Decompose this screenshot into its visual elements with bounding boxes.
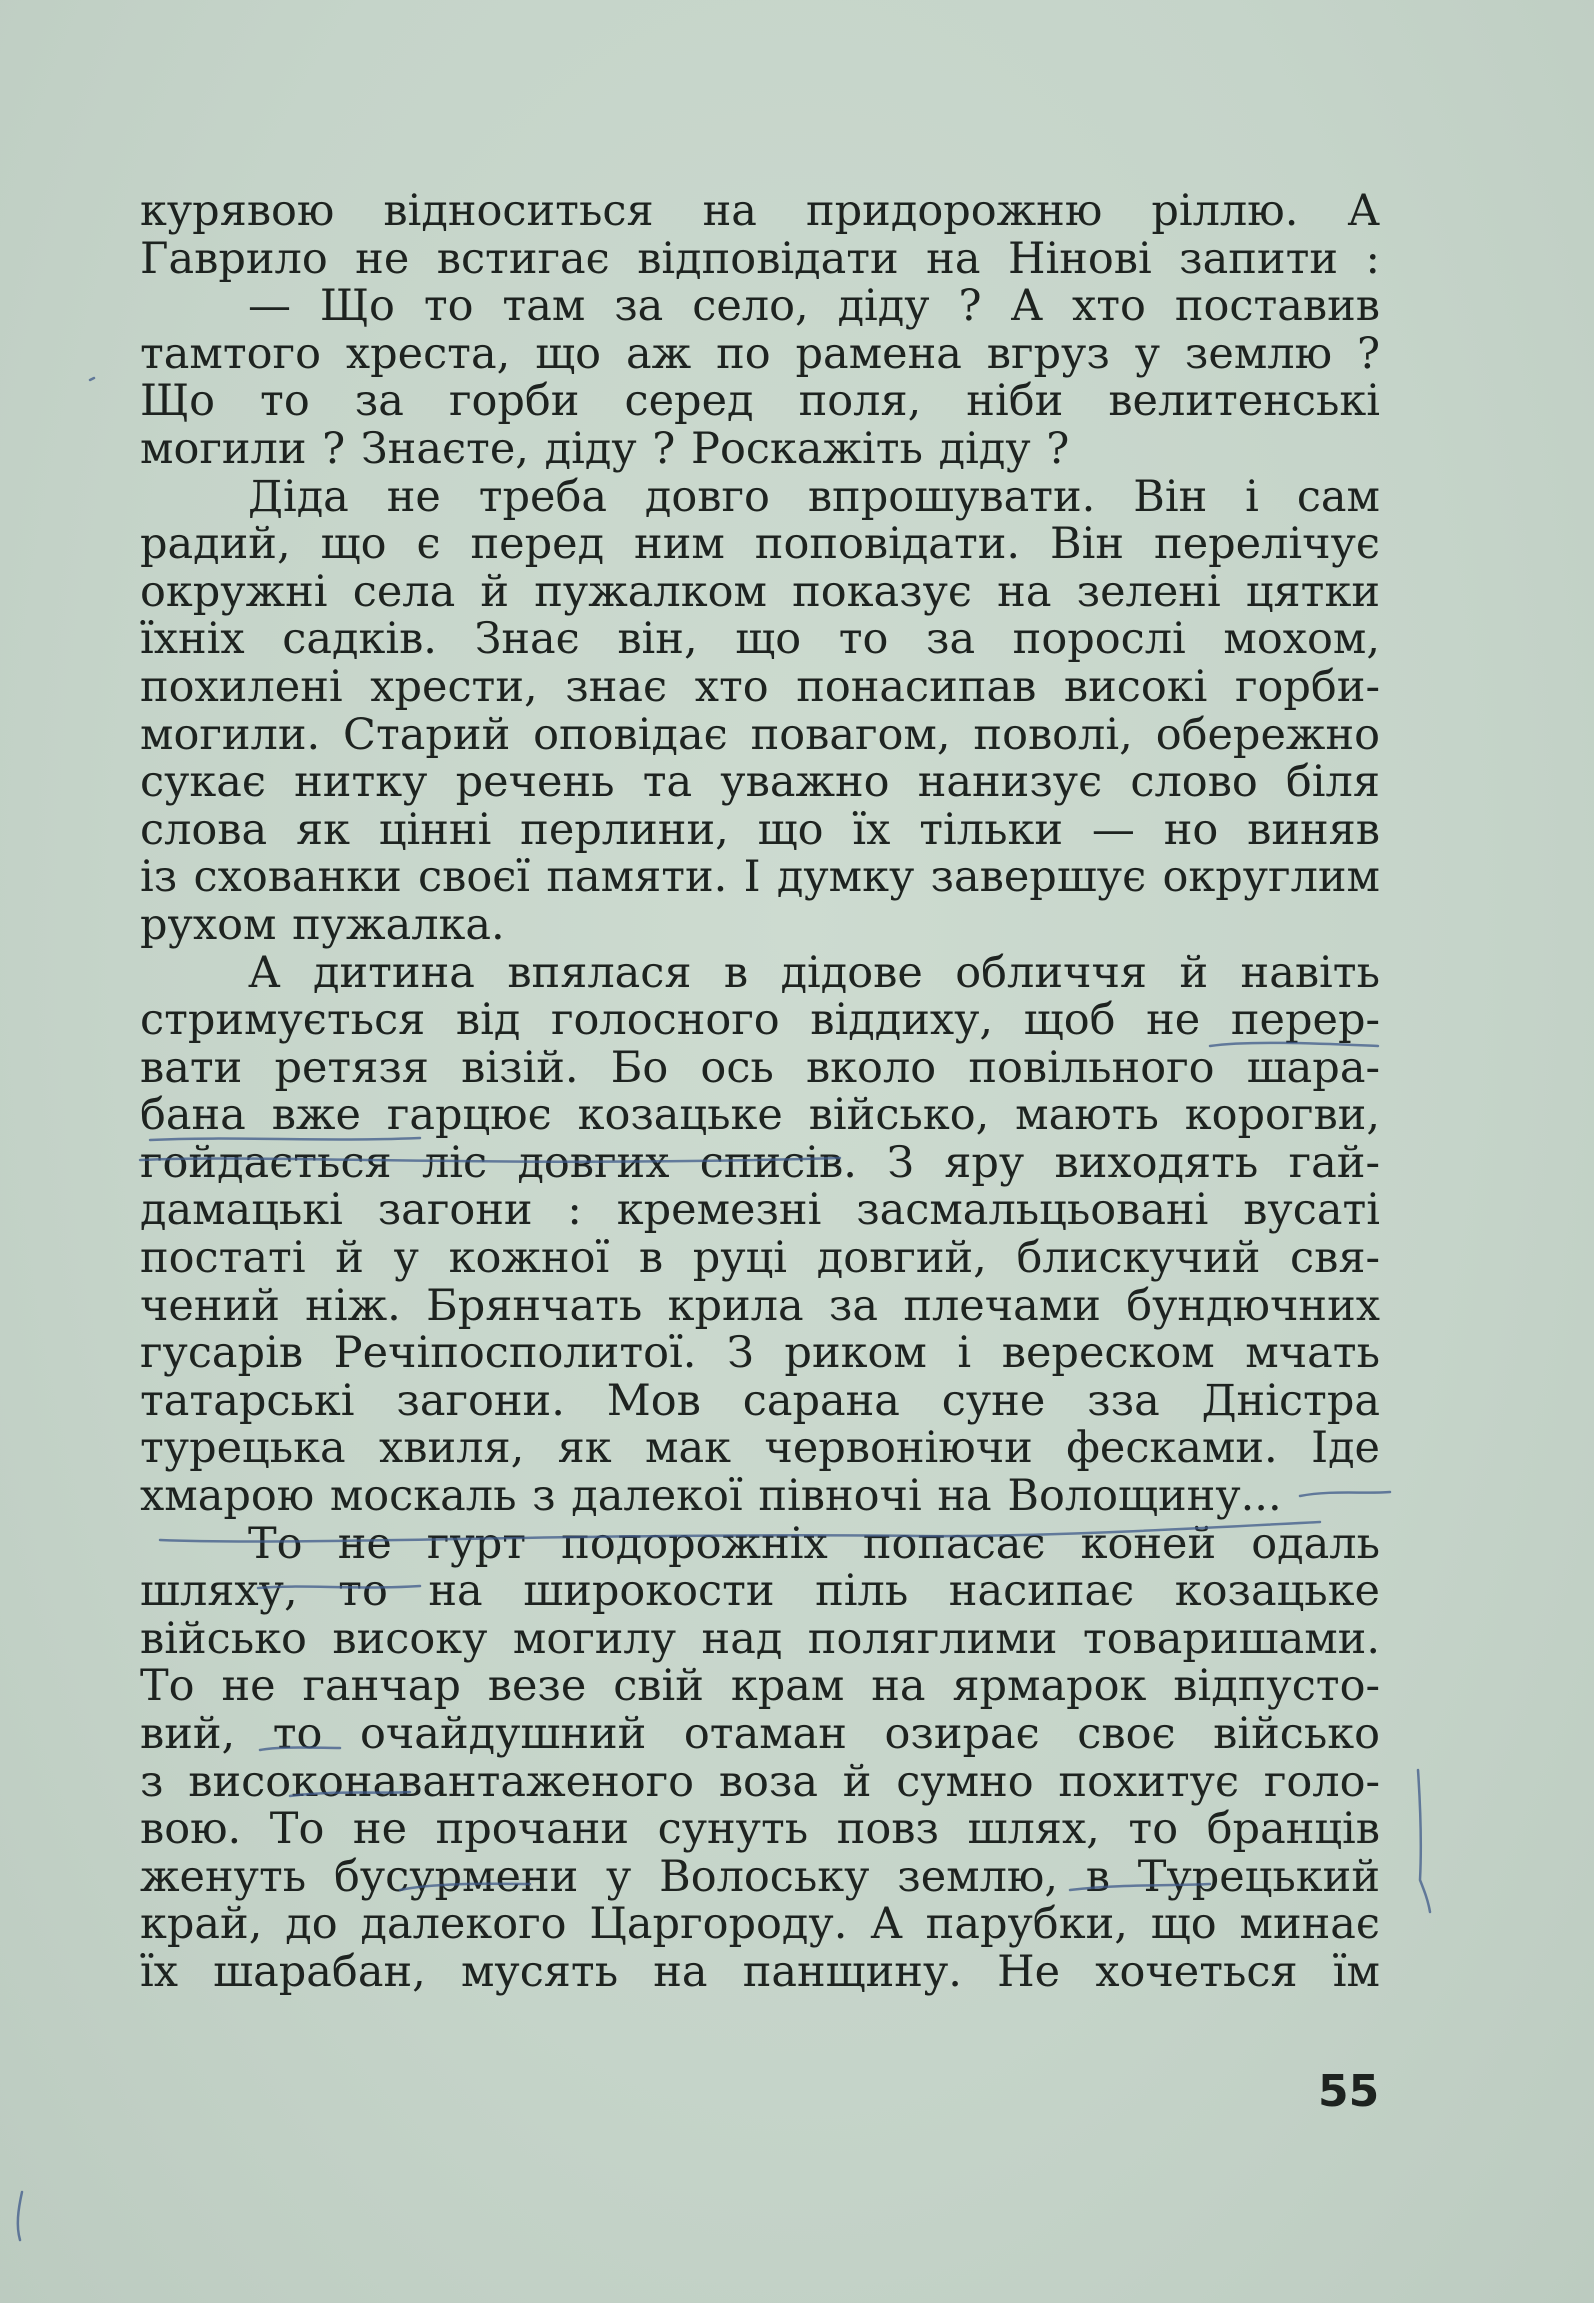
text-line: женуть бусурмени у Волоську землю, в Турецький [140,1851,1380,1902]
text-line: край, до далекого Царгороду. А парубки, що минає [140,1899,1380,1950]
page-number: 55 [1318,2066,1380,2117]
pencil-mark [90,378,94,380]
text-line: могили ? Знаєте, діду ? Роскажіть діду ? [140,423,1070,474]
text-line: похилені хрести, знає хто понасипав високі горби- [140,661,1380,712]
text-line: гойдається ліс довгих списів. З яру виходять гай- [140,1137,1380,1188]
text-line: вий, то очайдушний отаман озирає своє військо [140,1709,1380,1759]
text-line: Що то за горби серед поля, ніби велитенські [140,376,1380,427]
text-line: А дитина впялася в дідове обличчя й навіть [248,947,1380,998]
text-line: татарські загони. Мов сарана суне зза Дністра [140,1375,1380,1426]
text-line: бана вже гарцює козацьке військо, мають корогви, [140,1090,1380,1141]
pencil-margin-mark [1418,1770,1430,1912]
pencil-mark [18,2192,22,2240]
text-line: вати ретязя візій. Бо ось вколо повільного шара- [140,1042,1380,1093]
text-line: їхніх садків. Знає він, що то за порослі мохом, [140,614,1380,665]
text-line: дамацькі загони : кремезні засмальцьовані вусаті [140,1185,1380,1236]
text-line: військо високу могилу над поляглими товаришами. [140,1613,1380,1664]
text-line: могили. Старий оповідає повагом, поволі, обережно [140,709,1380,760]
text-line: стримується від голосного віддиху, щоб не перер- [140,995,1380,1046]
text-line: слова як цінні перлини, що їх тільки — но виняв [140,804,1380,855]
text-line: курявою відноситься на придорожню ріллю. А [140,186,1380,236]
text-line: рухом пужалка. [140,899,505,950]
text-line: радий, що є перед ним поповідати. Він перелічує [140,519,1380,570]
text-line: хмарою москаль з далекої півночі на Волощину... [140,1471,1282,1522]
body-text [140,188,1380,1997]
text-line: чений ніж. Брянчать крила за плечами бундючних [140,1280,1380,1331]
text-line: з високонавантаженого воза й сумно похитує голо- [140,1756,1380,1807]
text-line: То не гурт подорожніх попасає коней одаль [248,1518,1380,1569]
text-line: вою. То не прочани сунуть повз шлях, то бранців [140,1804,1380,1855]
text-line: — Що то там за село, діду ? А хто поставив [248,281,1380,332]
text-line: гусарів Речіпосполитої. З риком і вереском мчать [140,1328,1380,1379]
text-line: із схованки своєї памяти. І думку завершує округлим [140,852,1380,903]
text-line: Діда не треба довго впрошувати. Він і сам [248,471,1380,522]
text-line: тамтого хреста, що аж по рамена вгруз у землю ? [140,328,1380,379]
text-line: їх шарабан, мусять на панщину. Не хочеться їм [140,1946,1380,1997]
text-line: окружні села й пужалком показує на зелені цятки [140,566,1380,617]
text-line: сукає нитку речень та уважно нанизує слово біля [140,757,1380,808]
text-line: То не ганчар везе свій крам на ярмарок відпусто- [140,1661,1380,1712]
text-line: Гаврило не встигає відповідати на Нінові запити : [140,233,1380,284]
text-line: шляху, то на широкости піль насипає козацьке [140,1566,1380,1617]
text-line: постаті й у кожної в руці довгий, блискучий свя- [140,1233,1380,1284]
text-line: турецька хвиля, як мак червоніючи фесками. Іде [140,1423,1380,1474]
